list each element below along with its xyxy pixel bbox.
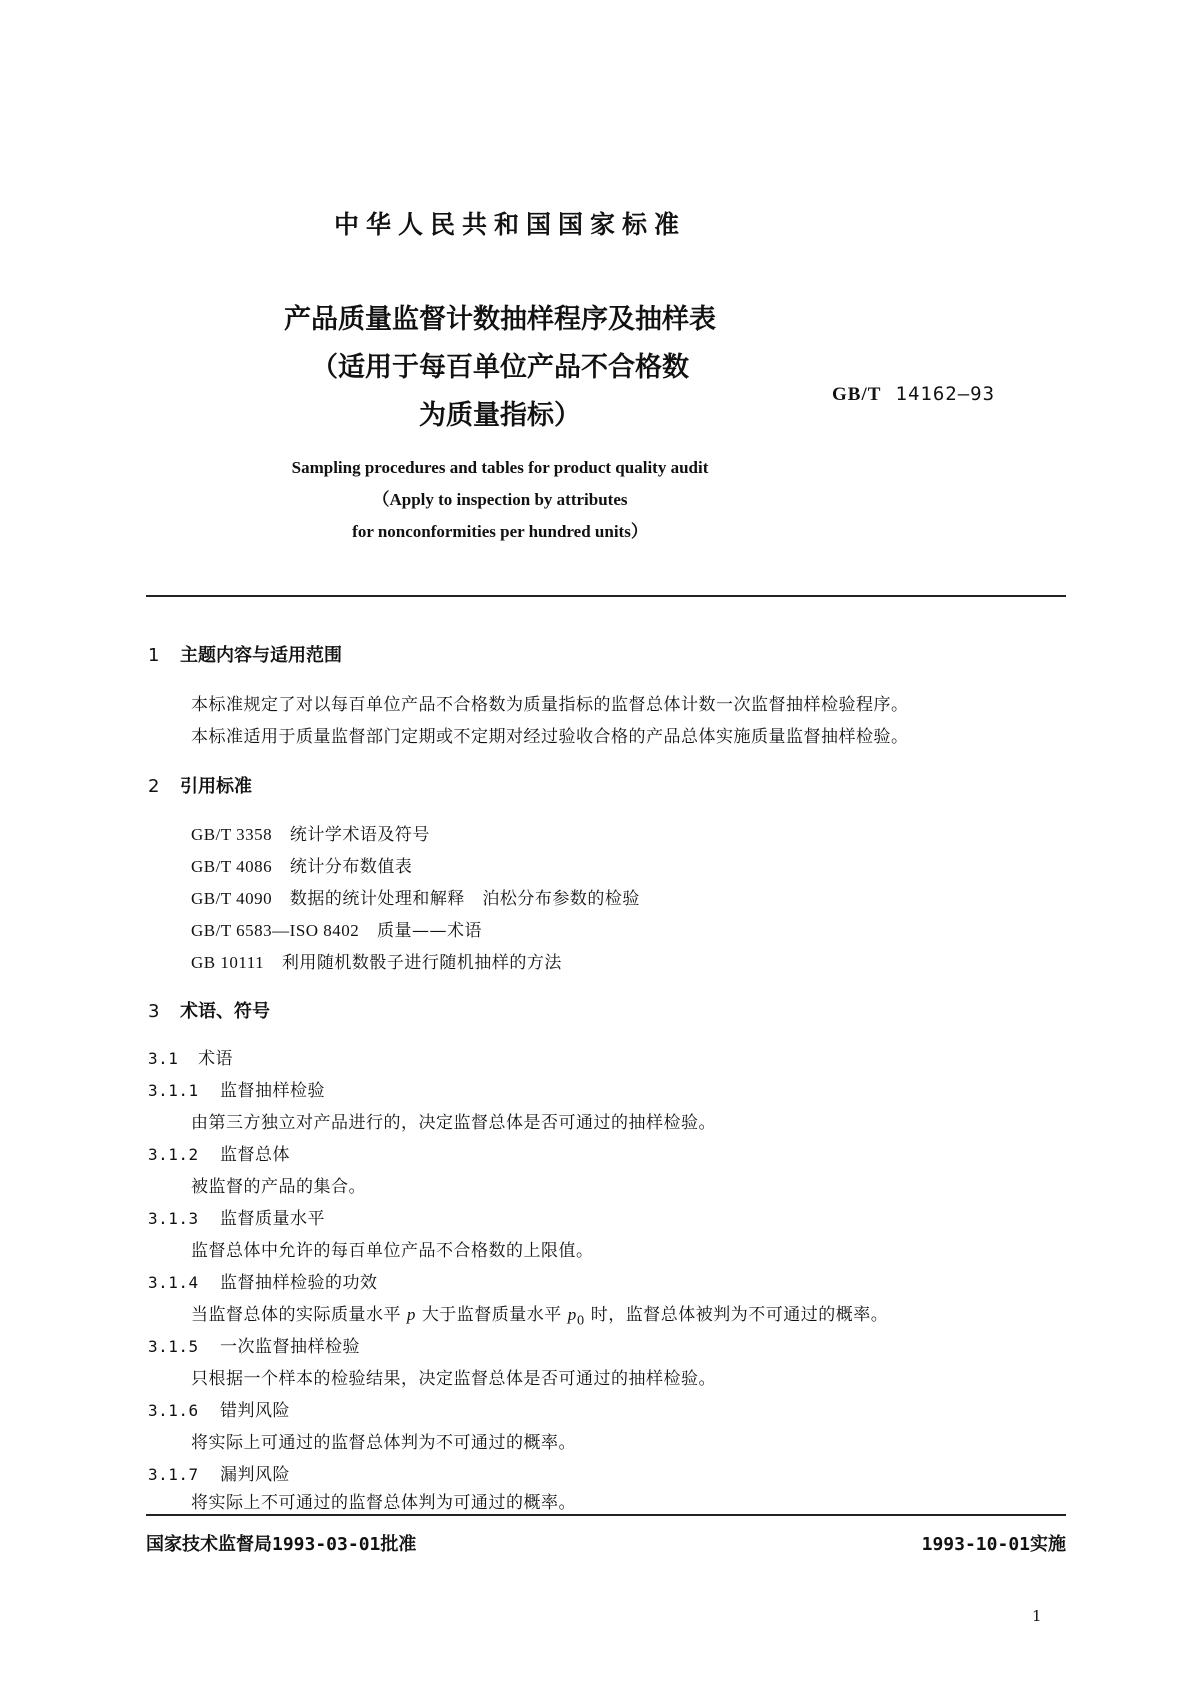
effective-suffix: 实施: [1030, 1534, 1066, 1555]
effective-date: 1993-10-01: [921, 1534, 1030, 1555]
section-2-heading: [148, 772, 252, 798]
symbol-subscript: 0: [576, 1313, 585, 1328]
reference-name: 统计分布数值表: [289, 857, 413, 877]
subsection-3-1: [148, 1044, 233, 1069]
standard-code: 14162—93: [895, 383, 996, 405]
symbol-p: p: [406, 1305, 416, 1324]
english-title-line-2: （Apply to inspection by attributes: [372, 490, 628, 509]
section-1-heading: [148, 641, 342, 667]
term-name: 监督总体: [220, 1145, 290, 1165]
standard-prefix: GB/T: [832, 384, 882, 405]
term-name: 监督质量水平: [220, 1209, 325, 1229]
term-heading: [148, 1460, 290, 1485]
term-number: 3.1.6: [148, 1401, 199, 1420]
reference-code: GB/T 3358: [191, 825, 273, 844]
subsection-title: 术语: [198, 1049, 233, 1069]
reference-name: 质量——术语: [377, 921, 483, 941]
term-heading: [148, 1076, 325, 1101]
term-number: 3.1.3: [148, 1209, 199, 1228]
subsection-number: 3.1: [148, 1049, 179, 1068]
title-line-3: 为质量指标）: [419, 400, 581, 431]
header-divider: [146, 595, 1066, 597]
section-3-title: 术语、符号: [180, 1001, 270, 1022]
document-title: [0, 296, 1000, 440]
reference-item: [191, 820, 430, 845]
term-number: 3.1.5: [148, 1337, 199, 1356]
section-1-paragraph-1: 本标准规定了对以每百单位产品不合格数为质量指标的监督总体计数一次监督抽样检验程序。: [191, 695, 909, 715]
symbol-p0: p: [567, 1305, 577, 1324]
reference-item: [191, 948, 562, 973]
definition-part: 当监督总体的实际质量水平: [191, 1305, 401, 1325]
section-2-title: 引用标准: [180, 776, 252, 797]
reference-item: [191, 916, 482, 941]
section-1-title: 主题内容与适用范围: [180, 645, 342, 666]
approval-date: 1993-03-01: [272, 1534, 381, 1555]
section-1-paragraph-2: 本标准适用于质量监督部门定期或不定期对经过验收合格的产品总体实施质量监督抽样检验。: [191, 727, 909, 747]
term-definition: 被监督的产品的集合。: [191, 1177, 366, 1197]
reference-name: 利用随机数骰子进行随机抽样的方法: [281, 953, 562, 973]
effective-statement: [922, 1530, 1066, 1556]
english-title-line-3: for nonconformities per hundred units）: [352, 522, 648, 541]
section-3-heading: [148, 997, 270, 1023]
reference-item: [191, 852, 412, 877]
reference-name: 数据的统计处理和解释 泊松分布参数的检验: [289, 889, 640, 909]
term-name: 一次监督抽样检验: [220, 1337, 360, 1357]
term-heading: [148, 1204, 325, 1229]
english-title: [0, 452, 1000, 548]
term-number: 3.1.2: [148, 1145, 199, 1164]
term-name: 错判风险: [220, 1401, 290, 1421]
footer-divider: [146, 1514, 1066, 1516]
approval-statement: [146, 1530, 416, 1556]
definition-part: 时，监督总体被判为不可通过的概率。: [590, 1305, 889, 1325]
term-definition: 将实际上不可通过的监督总体判为可通过的概率。: [191, 1493, 576, 1513]
definition-part: 大于监督质量水平: [421, 1305, 562, 1325]
approval-org: 国家技术监督局: [146, 1534, 272, 1555]
title-line-1: 产品质量监督计数抽样程序及抽样表: [284, 304, 716, 335]
national-standard-heading: 中华人民共和国国家标准: [333, 210, 686, 239]
section-1-number: 1: [148, 645, 160, 666]
term-number: 3.1.1: [148, 1081, 199, 1100]
english-title-line-1: Sampling procedures and tables for product quality audit: [291, 458, 709, 477]
reference-code: GB/T 4086: [191, 857, 273, 876]
term-heading: [148, 1140, 290, 1165]
term-heading: [148, 1268, 378, 1293]
reference-item: [191, 884, 640, 909]
section-3-number: 3: [148, 1001, 160, 1022]
term-definition: 监督总体中允许的每百单位产品不合格数的上限值。: [191, 1241, 594, 1261]
term-name: 监督抽样检验: [220, 1081, 325, 1101]
term-definition: 由第三方独立对产品进行的，决定监督总体是否可通过的抽样检验。: [191, 1113, 716, 1133]
term-number: 3.1.7: [148, 1465, 199, 1484]
reference-code: GB/T 6583—ISO 8402: [191, 921, 360, 940]
reference-code: GB 10111: [191, 953, 265, 972]
term-definition: 只根据一个样本的检验结果，决定监督总体是否可通过的抽样检验。: [191, 1369, 716, 1389]
term-name: 漏判风险: [220, 1465, 290, 1485]
term-definition: 将实际上可通过的监督总体判为不可通过的概率。: [191, 1433, 576, 1453]
title-line-2: （适用于每百单位产品不合格数: [311, 352, 689, 383]
term-heading: [148, 1396, 290, 1421]
reference-code: GB/T 4090: [191, 889, 273, 908]
term-number: 3.1.4: [148, 1273, 199, 1292]
reference-name: 统计学术语及符号: [289, 825, 430, 845]
standard-number: [832, 383, 995, 406]
term-definition: [191, 1300, 888, 1327]
section-2-number: 2: [148, 776, 160, 797]
term-name: 监督抽样检验的功效: [220, 1273, 378, 1293]
approval-suffix: 批准: [380, 1534, 417, 1555]
page-number: 1: [1032, 1607, 1042, 1625]
term-heading: [148, 1332, 360, 1357]
